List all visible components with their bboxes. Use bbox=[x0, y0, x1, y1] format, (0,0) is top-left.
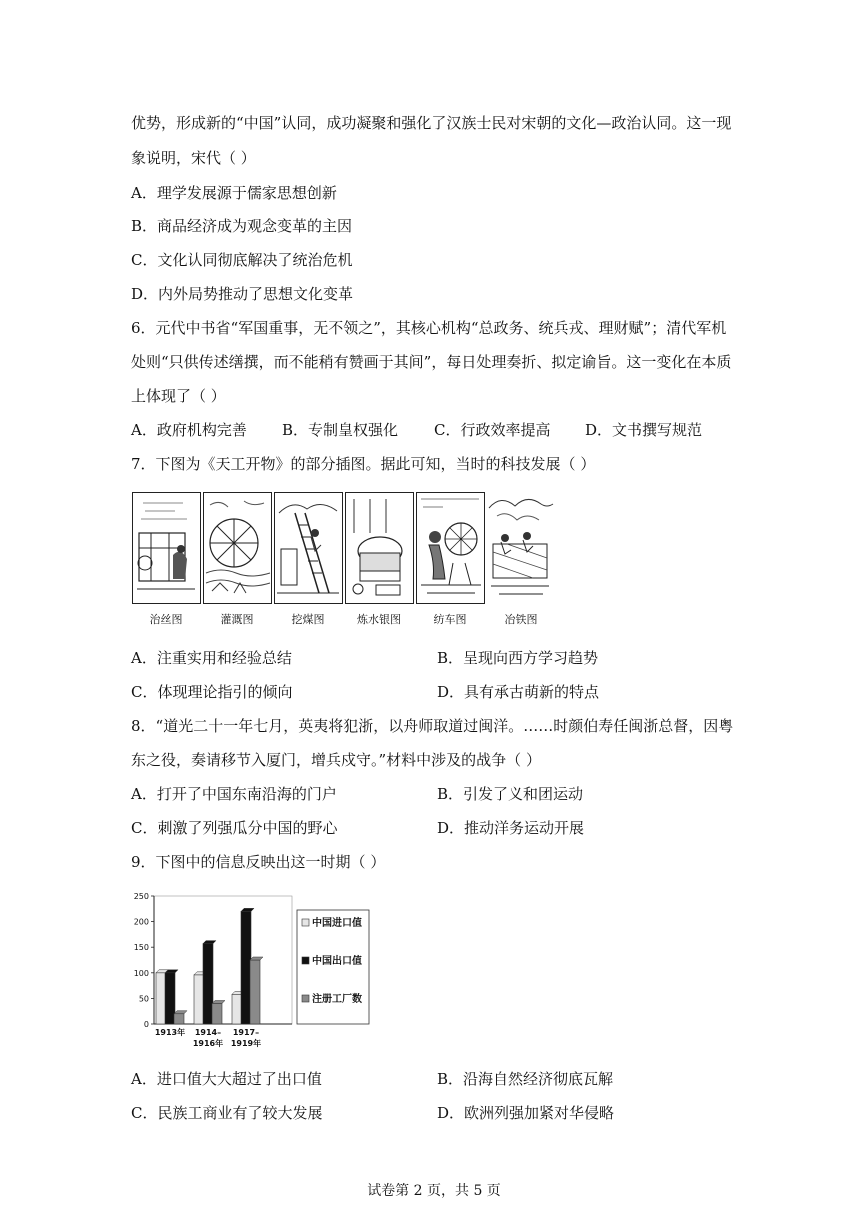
q6-option-b[interactable]: B．专制皇权强化 bbox=[282, 421, 399, 439]
q8-text-line-1: 8．“道光二十一年七月，英夷将犯浙，以舟师取道过闽洋。……时颜伯寿任闽浙总督，因粤 bbox=[131, 717, 734, 735]
bar-注册工厂数 bbox=[250, 960, 260, 1024]
x-tick-label: 1913年 bbox=[154, 1028, 186, 1037]
q6-text-line-3: 上体现了（ ） bbox=[131, 387, 226, 405]
y-tick-label: 250 bbox=[133, 892, 149, 901]
caption-coal-mining: 挖煤图 bbox=[291, 613, 325, 626]
q5-text-line-1: 优势，形成新的“中国”认同，成功凝聚和强化了汉族士民对宋朝的文化—政治认同。这一现 bbox=[131, 114, 732, 132]
q7-option-d[interactable]: D．具有承古萌新的特点 bbox=[437, 683, 600, 701]
q7-options-row-1 bbox=[131, 648, 771, 668]
y-tick-label: 200 bbox=[133, 917, 149, 927]
q8-text-line-2: 东之役，奏请移节入厦门，增兵戍守。”材料中涉及的战争（ ） bbox=[131, 751, 541, 769]
q8-option-c[interactable]: C．刺激了列强瓜分中国的野心 bbox=[131, 819, 338, 837]
x-tick-label: 1916年 bbox=[192, 1039, 224, 1048]
caption-silk-reeling: 治丝图 bbox=[149, 613, 183, 626]
q8-options-row-1 bbox=[131, 784, 771, 804]
mercury-refining-illustration bbox=[345, 492, 414, 604]
caption-iron-smelting: 冶铁图 bbox=[504, 613, 538, 626]
q9-stem: 9．下图中的信息反映出这一时期（ ） bbox=[131, 853, 386, 871]
q5-option-b[interactable]: B．商品经济成为观念变革的主因 bbox=[131, 217, 353, 235]
legend-swatch-中国进口值 bbox=[302, 919, 309, 926]
bar-中国进口值 bbox=[194, 975, 204, 1024]
q9-options-row-1 bbox=[131, 1069, 771, 1089]
q8-option-a[interactable]: A．打开了中国东南沿海的门户 bbox=[131, 785, 337, 803]
spinning-wheel-drawing bbox=[417, 493, 484, 603]
coal-mining-illustration bbox=[274, 492, 343, 604]
q6-options bbox=[131, 420, 771, 440]
y-tick-label: 0 bbox=[143, 1020, 149, 1029]
irrigation-drawing bbox=[204, 493, 271, 603]
q7-option-c[interactable]: C．体现理论指引的倾向 bbox=[131, 683, 293, 701]
q5-option-c[interactable]: C．文化认同彻底解决了统治危机 bbox=[131, 251, 353, 269]
silk-reeling-illustration bbox=[132, 492, 201, 604]
silk-reeling-drawing bbox=[133, 493, 200, 603]
bar-中国出口值 bbox=[203, 944, 213, 1024]
iron-smelting-illustration bbox=[487, 492, 554, 602]
irrigation-illustration bbox=[203, 492, 272, 604]
q8-option-d[interactable]: D．推动洋务运动开展 bbox=[437, 819, 585, 837]
bar-注册工厂数 bbox=[212, 1004, 222, 1024]
q6-text-line-2: 处则“只供传述缮撰，而不能稍有赞画于其间”，每日处理奏折、拟定谕旨。这一变化在本质 bbox=[131, 353, 732, 371]
x-tick-label: 1919年 bbox=[230, 1039, 262, 1048]
q7-option-a[interactable]: A．注重实用和经验总结 bbox=[131, 649, 292, 667]
coal-mining-drawing bbox=[275, 493, 342, 603]
iron-smelting-drawing bbox=[487, 492, 554, 602]
y-tick-label: 50 bbox=[138, 994, 149, 1004]
q8-option-b[interactable]: B．引发了义和团运动 bbox=[437, 785, 584, 803]
legend-label-注册工厂数: 注册工厂数 bbox=[312, 994, 362, 1005]
q7-option-b[interactable]: B．呈现向西方学习趋势 bbox=[437, 649, 599, 667]
x-tick-label: 1914– bbox=[194, 1028, 222, 1037]
x-tick-label: 1917– bbox=[232, 1028, 260, 1037]
legend-swatch-注册工厂数 bbox=[302, 995, 309, 1002]
bar-中国出口值 bbox=[241, 911, 251, 1024]
legend-swatch-中国出口值 bbox=[302, 957, 309, 964]
q9-option-a[interactable]: A．进口值大大超过了出口值 bbox=[131, 1070, 322, 1088]
trade-bar-chart bbox=[124, 888, 372, 1053]
q6-text-line-1: 6．元代中书省“军国重事，无不领之”，其核心机构“总政务、统兵戎、理财赋”；清代军机 bbox=[131, 319, 727, 337]
tiangong-kaiwu-illustrations bbox=[131, 492, 556, 627]
q9-option-d[interactable]: D．欧洲列强加紧对华侵略 bbox=[437, 1104, 615, 1122]
q6-option-a[interactable]: A．政府机构完善 bbox=[131, 421, 247, 439]
q9-options-row-2 bbox=[131, 1103, 771, 1123]
q9-option-c[interactable]: C．民族工商业有了较大发展 bbox=[131, 1104, 323, 1122]
spinning-wheel-illustration bbox=[416, 492, 485, 604]
y-tick-label: 150 bbox=[133, 943, 149, 953]
q6-option-d[interactable]: D．文书撰写规范 bbox=[585, 421, 703, 439]
bar-中国出口值 bbox=[165, 973, 175, 1024]
legend-label-中国出口值: 中国出口值 bbox=[312, 956, 362, 967]
mercury-refining-drawing bbox=[346, 493, 413, 603]
q9-option-b[interactable]: B．沿海自然经济彻底瓦解 bbox=[437, 1070, 614, 1088]
bar-中国进口值 bbox=[156, 973, 166, 1024]
bar-注册工厂数 bbox=[174, 1014, 184, 1024]
q5-option-a[interactable]: A．理学发展源于儒家思想创新 bbox=[131, 184, 337, 202]
q7-stem: 7．下图为《天工开物》的部分插图。据此可知，当时的科技发展（ ） bbox=[131, 455, 596, 473]
bar-中国进口值 bbox=[232, 994, 242, 1024]
page-footer: 试卷第 2 页，共 5 页 bbox=[367, 1183, 501, 1199]
q5-text-line-2: 象说明，宋代（ ） bbox=[131, 149, 256, 167]
y-tick-label: 100 bbox=[133, 968, 149, 978]
caption-spinning-wheel: 纺车图 bbox=[433, 613, 467, 626]
legend-label-中国进口值: 中国进口值 bbox=[312, 918, 362, 929]
q5-option-d[interactable]: D．内外局势推动了思想文化变革 bbox=[131, 285, 354, 303]
q6-option-c[interactable]: C．行政效率提高 bbox=[434, 421, 551, 439]
caption-mercury-refining: 炼水银图 bbox=[357, 613, 401, 626]
caption-irrigation: 灌溉图 bbox=[220, 613, 254, 626]
q8-options-row-2 bbox=[131, 818, 771, 838]
q7-options-row-2 bbox=[131, 682, 771, 702]
